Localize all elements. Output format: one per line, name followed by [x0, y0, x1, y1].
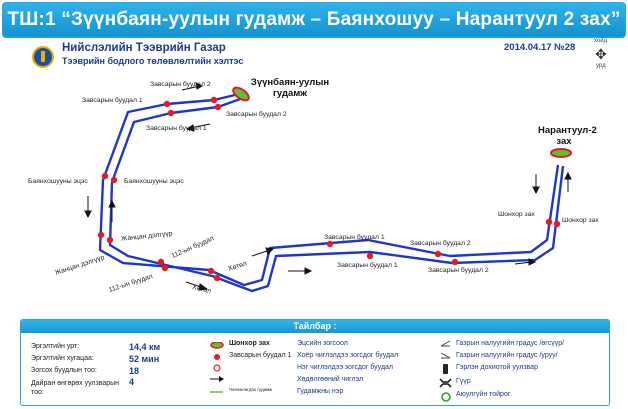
- stat-label: Эргэлтийн хугацаа:: [31, 355, 94, 362]
- legend-desc: Гэрлэн дохиотой уулзвар: [456, 364, 538, 371]
- stop-dot-icon: [107, 237, 113, 243]
- stop-dot-icon: [554, 221, 560, 227]
- org-name: Нийслэлийн Тээврийн Газар: [62, 42, 226, 54]
- stop-dot-icon: [158, 259, 164, 265]
- stat-value: 18: [129, 366, 140, 376]
- stop-label: 112-ын буудал: [108, 273, 154, 294]
- legend-icons: [439, 339, 453, 405]
- direction-arrow-icon: [252, 248, 273, 256]
- traffic-light-icon: [443, 364, 448, 374]
- stop-label: Хөтөл: [227, 260, 248, 273]
- route-line-outbound: [100, 94, 558, 285]
- stop-dot-icon: [162, 265, 168, 271]
- org-dept: Тээврийн бодлого төлөвлөлтийн хэлтэс: [62, 56, 244, 66]
- direction-arrow-icon: [565, 173, 571, 192]
- stop-label: Баянхошууны эцэс: [28, 178, 88, 185]
- terminal-icon: [211, 342, 223, 348]
- compass-north: хойд: [594, 38, 608, 44]
- stop-dot-icon: [102, 173, 108, 179]
- compass-cross-icon: ✥: [595, 46, 607, 62]
- stat-row: [31, 342, 161, 352]
- legend-desc: Газрын налуугийн градус /өгсүүр/: [456, 340, 565, 347]
- compass-south: урд: [596, 63, 606, 69]
- stat-row: [31, 354, 160, 364]
- legend-street-label: Чөлөөлөгдөх гудамж: [229, 387, 273, 392]
- downhill-icon: [441, 353, 450, 358]
- stop-label: Завсарын буудал 2: [428, 267, 489, 274]
- stat-value: 4: [129, 377, 135, 387]
- stop-dot-icon: [452, 259, 458, 265]
- stop-dot-icon: [111, 177, 117, 183]
- stop-label: Завсарын буудал 2: [150, 81, 211, 88]
- legend-symbols: [209, 342, 225, 402]
- legend-desc: Гудамжны нэр: [297, 388, 344, 395]
- stop-label: Завсарын буудал 2: [410, 240, 471, 247]
- stop-label: Завсарын буудал 1: [146, 125, 207, 132]
- stop-dot-icon: [214, 354, 220, 360]
- stop-label: Завсарын буудал 1: [82, 97, 143, 104]
- stop-label: Хөтөл: [191, 283, 212, 296]
- stop-dot-icon: [208, 268, 214, 274]
- legend-desc: Хөдөлгөөний чиглэл: [297, 376, 364, 383]
- stop-dot-icon: [214, 275, 220, 281]
- stop-label: Завсарын буудал 1: [337, 262, 398, 269]
- stop-label: Жанцан дэлгүүр: [120, 230, 173, 243]
- legend-desc: Аюулгүйн тойрог: [456, 391, 511, 398]
- direction-arrow-icon: [288, 268, 311, 274]
- legend-title: Тайлбар :: [21, 320, 609, 333]
- terminal-end-icon: [551, 149, 571, 157]
- stat-label: Дайран өнгөрөх уулзварын тоо:: [31, 380, 120, 396]
- legend-terminal-label: Шонхор зах: [229, 340, 270, 347]
- stop-label: Завсарын буудал 1: [324, 234, 385, 241]
- direction-arrow-icon: [533, 174, 539, 193]
- stop-dot-icon: [546, 219, 552, 225]
- direction-arrow-icon: [85, 196, 91, 217]
- terminal-start-label: Зүүнбаян-уулын гудамж: [250, 77, 330, 99]
- uphill-icon: [441, 341, 450, 346]
- direction-arrow-icon: [210, 376, 224, 382]
- stop-dot-icon: [164, 101, 170, 107]
- stop-label: Баянхошууны эцэс: [124, 178, 184, 185]
- stop-dot-icon: [435, 251, 441, 257]
- planned-stop-icon: [214, 365, 220, 371]
- legend-desc: Гүүр: [456, 378, 471, 385]
- legend-panel: [20, 319, 610, 406]
- stop-dot-icon: [98, 232, 104, 238]
- stop-label: Завсарын буудал 2: [226, 111, 287, 118]
- bridge-icon: [440, 379, 451, 387]
- stop-dot-icon: [215, 104, 221, 110]
- stop-dot-icon: [168, 110, 174, 116]
- issue-date: 2014.04.17 №28: [504, 42, 576, 53]
- stat-row: [31, 366, 140, 376]
- stat-value: 52 мин: [129, 354, 160, 364]
- roundabout-icon: [442, 393, 450, 401]
- stat-row: [31, 377, 135, 397]
- stat-value: 14,4 км: [129, 342, 161, 352]
- legend-desc: Газрын налуугийн градус /уруу/: [456, 352, 558, 359]
- stop-label: Жанцан дэлгүүр: [54, 254, 106, 277]
- stop-dot-icon: [327, 241, 333, 247]
- legend-desc: Хоёр чиглэлдээ зогсдог буудал: [297, 352, 399, 359]
- stat-label: Зогсох буудлын тоо:: [31, 367, 97, 374]
- stop-dot-icon: [211, 97, 217, 103]
- stop-dot-icon: [367, 253, 373, 259]
- route-title: ТШ:1 “Зүүнбаян-уулын гудамж – Баянхошуу – Нарантуул 2 зах”: [2, 2, 626, 38]
- stop-label: Шонхор зах: [498, 211, 535, 218]
- stat-label: Эргэлтийн урт:: [31, 343, 80, 350]
- legend-stop-label: Завсарын буудал 1: [229, 352, 292, 359]
- terminal-end-label: Нарантуул-2 зах: [538, 125, 597, 147]
- stop-label: Шонхор зах: [562, 217, 599, 224]
- legend-desc: Нэг чиглэлдээ зогсдог буудал: [297, 364, 394, 371]
- legend-desc: Эцсийн зогсоол: [297, 340, 348, 347]
- stop-label: 112-ын буудал: [170, 235, 216, 260]
